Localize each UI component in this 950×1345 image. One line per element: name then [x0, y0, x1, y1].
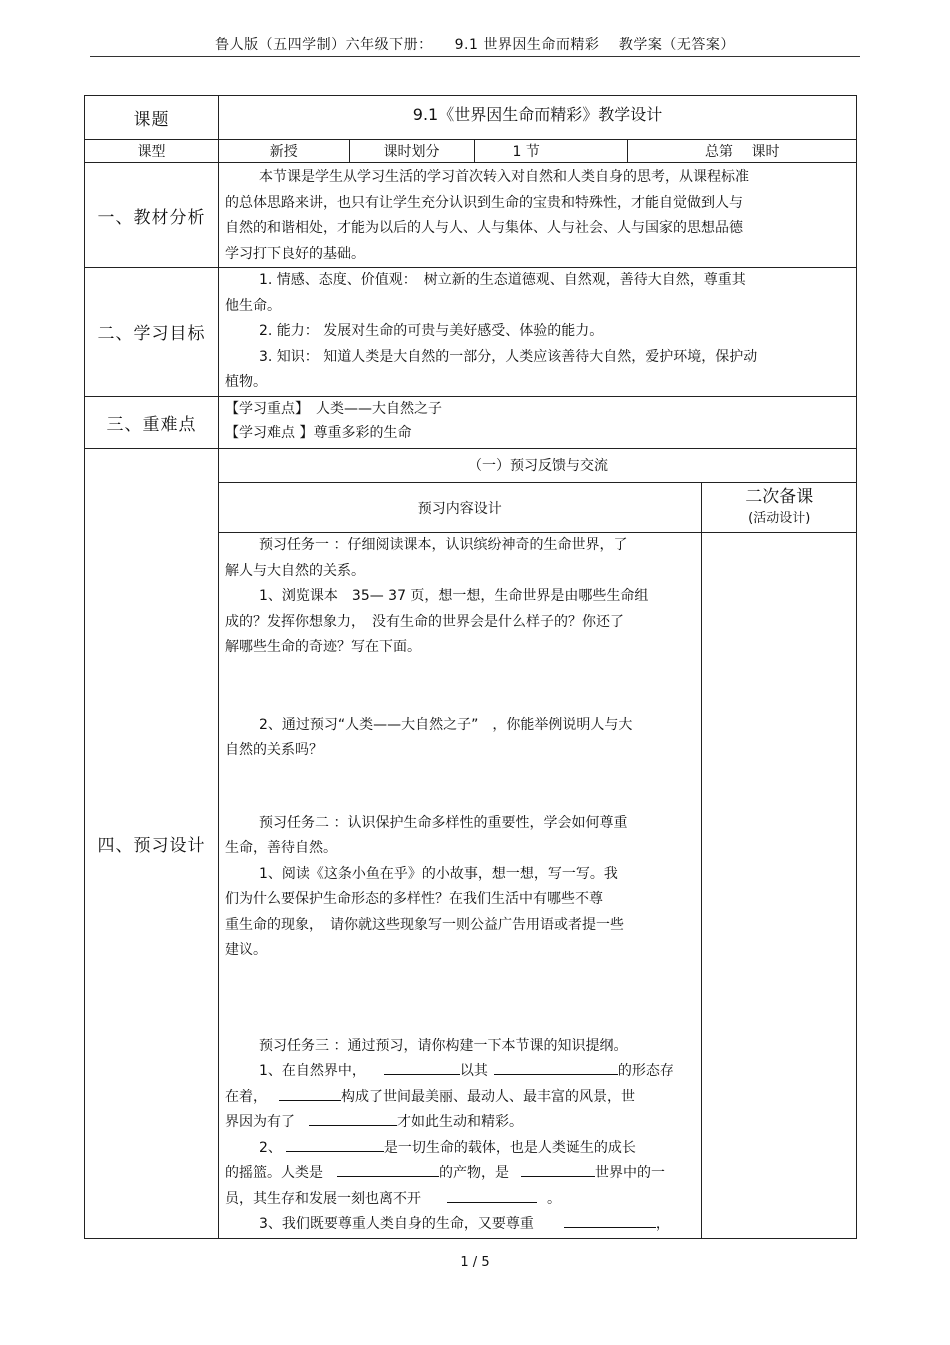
- objective-line: 他生命。: [225, 297, 281, 314]
- type-value: 新授: [219, 140, 349, 162]
- fill-text: 才如此生动和精彩。: [397, 1114, 523, 1130]
- fill-text: 构成了世间最美丽、最动人、最丰富的风景，世: [341, 1088, 635, 1105]
- task-line: 解哪些生命的奇迹？写在下面。: [225, 639, 421, 655]
- task-line: 解人与大自然的关系。: [225, 562, 365, 579]
- answer-space: [219, 661, 701, 713]
- lesson-plan-table: [84, 95, 857, 1239]
- fill-line: [219, 1085, 701, 1111]
- task-line: 预习任务二 ：认识保护生命多样性的重要性，学会如何尊重: [259, 814, 628, 831]
- fill-blank: [337, 1162, 439, 1177]
- content-column-header: 预习内容设计: [219, 483, 701, 533]
- topic-value: 9.1《世界因生命而精彩》教学设计: [219, 96, 857, 140]
- fill-line: [219, 1212, 701, 1238]
- fill-line: [219, 1059, 701, 1085]
- preview-table: [219, 449, 857, 1238]
- fill-blank: [494, 1060, 618, 1075]
- fill-text: 。: [547, 1190, 561, 1207]
- section4-label: 四、预习设计: [85, 448, 219, 1238]
- preview-content-cell: [219, 533, 701, 1238]
- section3-label: 三、重难点: [85, 396, 219, 448]
- topic-label: 课题: [85, 96, 219, 140]
- answer-space: [219, 964, 701, 1034]
- task-line: 成的？发挥你想象力， 没有生命的世界会是什么样子的？你还了: [225, 613, 624, 630]
- objective-line: 1. 情感、态度、价值观： 树立新的生态道德观、自然观，善待大自然，尊重其: [259, 272, 746, 288]
- page-number: 1 / 5: [460, 1255, 490, 1270]
- task-line: 重生命的现象， 请你就这些现象写一则公益广告用语或者提一些: [225, 916, 624, 933]
- objective-line: 3. 知识： 知道人类是大自然的一部分，人类应该善待大自然，爱护环境，保护动: [259, 348, 758, 365]
- fill-text: 员，其生存和发展一刻也离不开: [225, 1190, 421, 1207]
- fill-blank: [309, 1111, 397, 1126]
- fill-text: 的产物，是: [439, 1165, 509, 1181]
- type-row: [219, 140, 857, 162]
- fill-text: ，: [655, 1216, 670, 1232]
- difficult-point: 【学习难点 】尊重多彩的生命: [225, 424, 412, 441]
- task-line: 建议。: [225, 942, 267, 958]
- answer-space: [219, 764, 701, 811]
- fill-text: 的形态存: [617, 1063, 674, 1079]
- fill-text: 的摇篮。人类是: [225, 1165, 323, 1181]
- fill-text: 世界中的一: [595, 1165, 665, 1181]
- fill-line: [219, 1110, 701, 1136]
- task-line: 预习任务三 ：通过预习，请你构建一下本节课的知识提纲。: [259, 1037, 628, 1054]
- fill-blank: [384, 1060, 460, 1075]
- analysis-line: 自然的和谐相处，才能为以后的人与人、人与集体、人与社会、人与国家的思想品德: [225, 220, 743, 236]
- fill-line: [219, 1161, 701, 1187]
- page-header: 鲁人版（五四学制）六年级下册： 9.1 世界因生命而精彩 教学案（无答案）: [215, 37, 735, 53]
- second-prep-cell: [701, 533, 857, 1238]
- analysis-line: 本节课是学生从学习生活的学习首次转入对自然和人类自身的思考，从课程标准: [259, 169, 749, 185]
- analysis-line: 学习打下良好的基础。: [225, 245, 365, 262]
- task-line: 1、阅读《这条小鱼在乎》的小故事，想一想，写一写。我: [259, 865, 618, 882]
- header-divider: [90, 56, 860, 57]
- key-point: 【学习重点】 人类——大自然之子: [225, 400, 442, 417]
- fill-blank: [447, 1188, 537, 1203]
- type-label: 课型: [85, 140, 219, 163]
- objective-line: 植物。: [225, 374, 267, 390]
- section1-label: 一、教材分析: [85, 163, 219, 268]
- task-line: 自然的关系吗？: [225, 742, 323, 758]
- fill-blank: [564, 1213, 656, 1228]
- fill-blank: [286, 1137, 384, 1152]
- preview-subheading: （一）预习反馈与交流: [219, 449, 857, 483]
- objective-line: 2. 能力： 发展对生命的可贵与美好感受、体验的能力。: [259, 323, 604, 339]
- fill-line: [219, 1136, 701, 1162]
- fill-blank: [521, 1162, 595, 1177]
- total-hours-label: 总第 课时: [627, 140, 857, 162]
- fill-text: 2、: [259, 1139, 282, 1156]
- fill-line: [219, 1187, 701, 1213]
- task-line: 1、浏览课本 35— 37 页，想一想，生命世界是由哪些生命组: [259, 588, 649, 604]
- hours-label: 课时划分: [349, 140, 474, 162]
- task-line: 2、通过预习“人类——大自然之子” ，你能举例说明人与大: [259, 716, 633, 733]
- hours-value: 1 节: [474, 140, 627, 162]
- second-prep-subtitle: (活动设计): [748, 510, 811, 526]
- fill-text: 是一切生命的载体，也是人类诞生的成长: [383, 1139, 636, 1156]
- second-prep-header: [701, 483, 857, 533]
- fill-text: 3、我们既要尊重人类自身的生命，又要尊重: [259, 1216, 534, 1232]
- fill-text: 1、在自然界中，: [259, 1063, 366, 1079]
- task-line: 预习任务一 ：仔细阅读课本，认识缤纷神奇的生命世界，了: [259, 537, 628, 553]
- task-line: 们为什么要保护生命形态的多样性？在我们生活中有哪些不尊: [225, 891, 603, 907]
- analysis-line: 的总体思路来讲，也只有让学生充分认识到生命的宝贵和特殊性，才能自觉做到人与: [225, 194, 743, 211]
- fill-text: 以其: [459, 1063, 488, 1079]
- fill-text: 在着，: [225, 1088, 267, 1105]
- task-line: 生命，善待自然。: [225, 840, 337, 856]
- fill-blank: [279, 1086, 341, 1101]
- second-prep-title: 二次备课: [745, 486, 814, 507]
- fill-text: 界因为有了: [225, 1114, 295, 1130]
- section2-label: 二、学习目标: [85, 268, 219, 397]
